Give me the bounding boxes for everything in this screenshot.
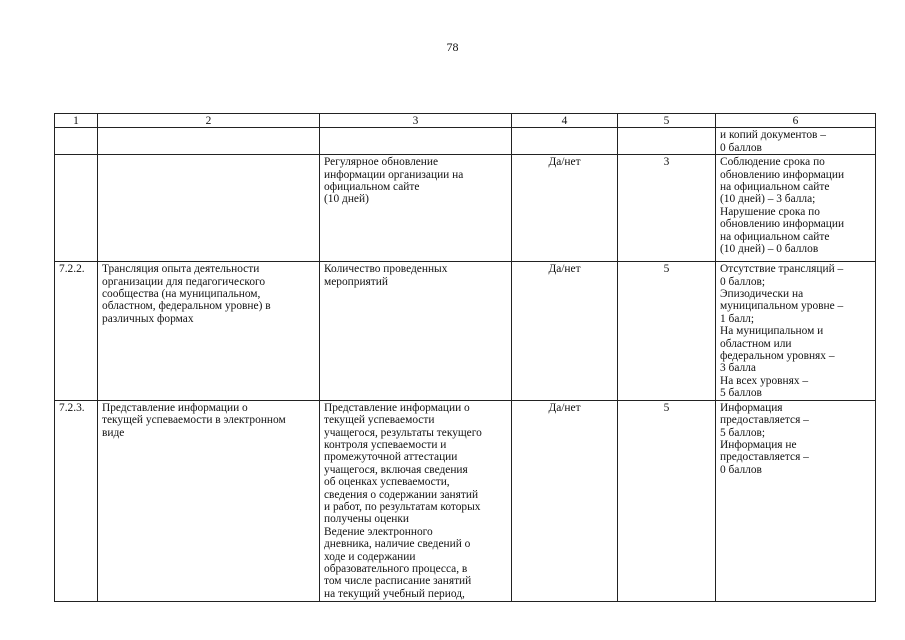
table-header-row <box>55 114 876 128</box>
table-row <box>55 128 876 155</box>
cell-number <box>55 128 98 155</box>
cell-number: 7.2.2. <box>55 262 98 400</box>
column-header: 4 <box>512 114 618 128</box>
table-row <box>55 400 876 601</box>
cell-criteria: и копий документов – 0 баллов <box>716 128 876 155</box>
cell-measure: Да/нет <box>512 155 618 262</box>
cell-indicator: Количество проведенных мероприятий <box>320 262 512 400</box>
cell-name <box>98 128 320 155</box>
cell-indicator: Регулярное обновление информации организации на официальном сайте (10 дней) <box>320 155 512 262</box>
cell-max-score: 3 <box>618 155 716 262</box>
column-header: 5 <box>618 114 716 128</box>
cell-name: Представление информации о текущей успеваемости в электронном виде <box>98 400 320 601</box>
cell-measure: Да/нет <box>512 400 618 601</box>
cell-measure <box>512 128 618 155</box>
column-header: 3 <box>320 114 512 128</box>
cell-criteria: Отсутствие трансляций – 0 баллов; Эпизодически на муниципальном уровне – 1 балл; На муниципальном и областном или федеральном уровнях – 3 балла На всех уровнях – 5 баллов <box>716 262 876 400</box>
column-header: 2 <box>98 114 320 128</box>
cell-criteria: Соблюдение срока по обновлению информации на официальном сайте (10 дней) – 3 балла; Нарушение срока по обновлению информации на официальном сайте (10 дней) – 0 баллов <box>716 155 876 262</box>
cell-max-score: 5 <box>618 400 716 601</box>
cell-max-score: 5 <box>618 262 716 400</box>
cell-indicator <box>320 128 512 155</box>
page-number: 78 <box>446 40 459 54</box>
table-row <box>55 262 876 400</box>
cell-measure: Да/нет <box>512 262 618 400</box>
cell-number: 7.2.3. <box>55 400 98 601</box>
criteria-table <box>54 113 876 602</box>
cell-number <box>55 155 98 262</box>
cell-criteria: Информация предоставляется – 5 баллов; Информация не предоставляется – 0 баллов <box>716 400 876 601</box>
cell-max-score <box>618 128 716 155</box>
cell-name <box>98 155 320 262</box>
table-row <box>55 155 876 262</box>
column-header: 6 <box>716 114 876 128</box>
cell-name: Трансляция опыта деятельности организации для педагогического сообщества (на муниципальном, областном, федеральном уровне) в различных формах <box>98 262 320 400</box>
column-header: 1 <box>55 114 98 128</box>
cell-indicator: Представление информации о текущей успеваемости учащегося, результаты текущего контроля успеваемости и промежуточной аттестации учащегося, включая сведения об оценках успеваемости, сведения о содержании занятий и работ, по результатам которых получены оценки Ведение электронного дневника, наличие сведений о ходе и содержании образовательного процесса, в том числе расписание занятий на текущий учебный период, <box>320 400 512 601</box>
